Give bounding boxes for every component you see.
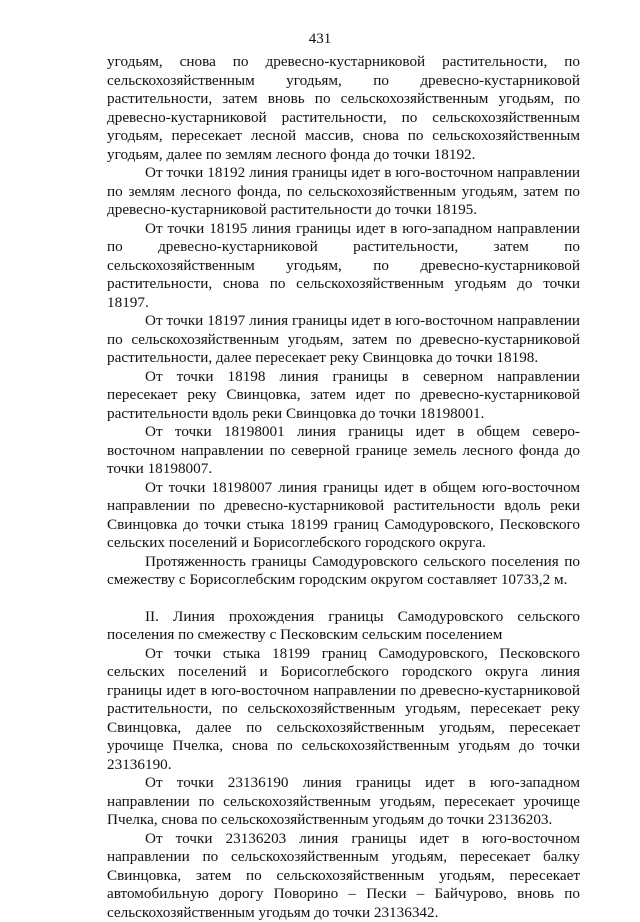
paragraph: От точки 23136203 линия границы идет в юго-восточном направлении по сельскохозяйственным угодьям, пересекает балку Свинцовка, затем по сельскохозяйственным угодьям, пересекает автомобильную дорогу Поворино – Пески – Байчурово, вновь по сельскохозяйственным угодьям до точки 23136342. xyxy=(107,830,580,922)
section-heading: II. Линия прохождения границы Самодуровского сельского поселения по смежеству с Песковским сельским поселением xyxy=(107,608,580,645)
paragraph: От точки 18198007 линия границы идет в общем юго-восточном направлении по древесно-кустарниковой растительности вдоль реки Свинцовка до точки стыка 18199 границ Самодуровского, Песковского сельских поселений и Борисоглебского городского округа. xyxy=(107,479,580,553)
paragraph: От точки 18192 линия границы идет в юго-восточном направлении по землям лесного фонда, по сельскохозяйственным угодьям, затем по древесно-кустарниковой растительности до точки 18195. xyxy=(107,164,580,220)
document-body xyxy=(107,53,580,922)
paragraph: От точки 18197 линия границы идет в юго-восточном направлении по сельскохозяйственным угодьям, затем по древесно-кустарниковой растительности, далее пересекает реку Свинцовка до точки 18198. xyxy=(107,312,580,368)
paragraph: От точки 18198 линия границы в северном направлении пересекает реку Свинцовка, затем идет по древесно-кустарниковой растительности вдоль реки Свинцовка до точки 18198001. xyxy=(107,368,580,424)
paragraph-length-summary: Протяженность границы Самодуровского сельского поселения по смежеству с Борисоглебским городским округом составляет 10733,2 м. xyxy=(107,553,580,590)
paragraph: От точки стыка 18199 границ Самодуровского, Песковского сельских поселений и Борисоглебского городского округа линия границы идет в юго-восточном направлении по древесно-кустарниковой растительности, по сельскохозяйственным угодьям, пересекает реку Свинцовка, далее по сельскохозяйственным угодьям, пересекает урочище Пчелка, снова по сельскохозяйственным угодьям до точки 23136190. xyxy=(107,645,580,775)
paragraph-continuation: угодьям, снова по древесно-кустарниковой растительности, по сельскохозяйственным угодьям, по древесно-кустарниковой растительности, затем вновь по сельскохозяйственным угодьям, по древесно-кустарниковой растительности, по сельскохозяйственным угодьям, пересекает лесной массив, снова по сельскохозяйственным угодьям, далее по землям лесного фонда до точки 18192. xyxy=(107,53,580,164)
paragraph: От точки 18195 линия границы идет в юго-западном направлении по древесно-кустарниковой растительности, затем по сельскохозяйственным угодьям, по древесно-кустарниковой растительности, снова по сельскохозяйственным угодьям до точки 18197. xyxy=(107,220,580,313)
paragraph: От точки 18198001 линия границы идет в общем северо-восточном направлении по северной границе земель лесного фонда до точки 18198007. xyxy=(107,423,580,479)
page-number: 431 xyxy=(0,30,640,48)
paragraph: От точки 23136190 линия границы идет в юго-западном направлении по сельскохозяйственным угодьям, пересекает урочище Пчелка, снова по сельскохозяйственным угодьям до точки 23136203. xyxy=(107,774,580,830)
